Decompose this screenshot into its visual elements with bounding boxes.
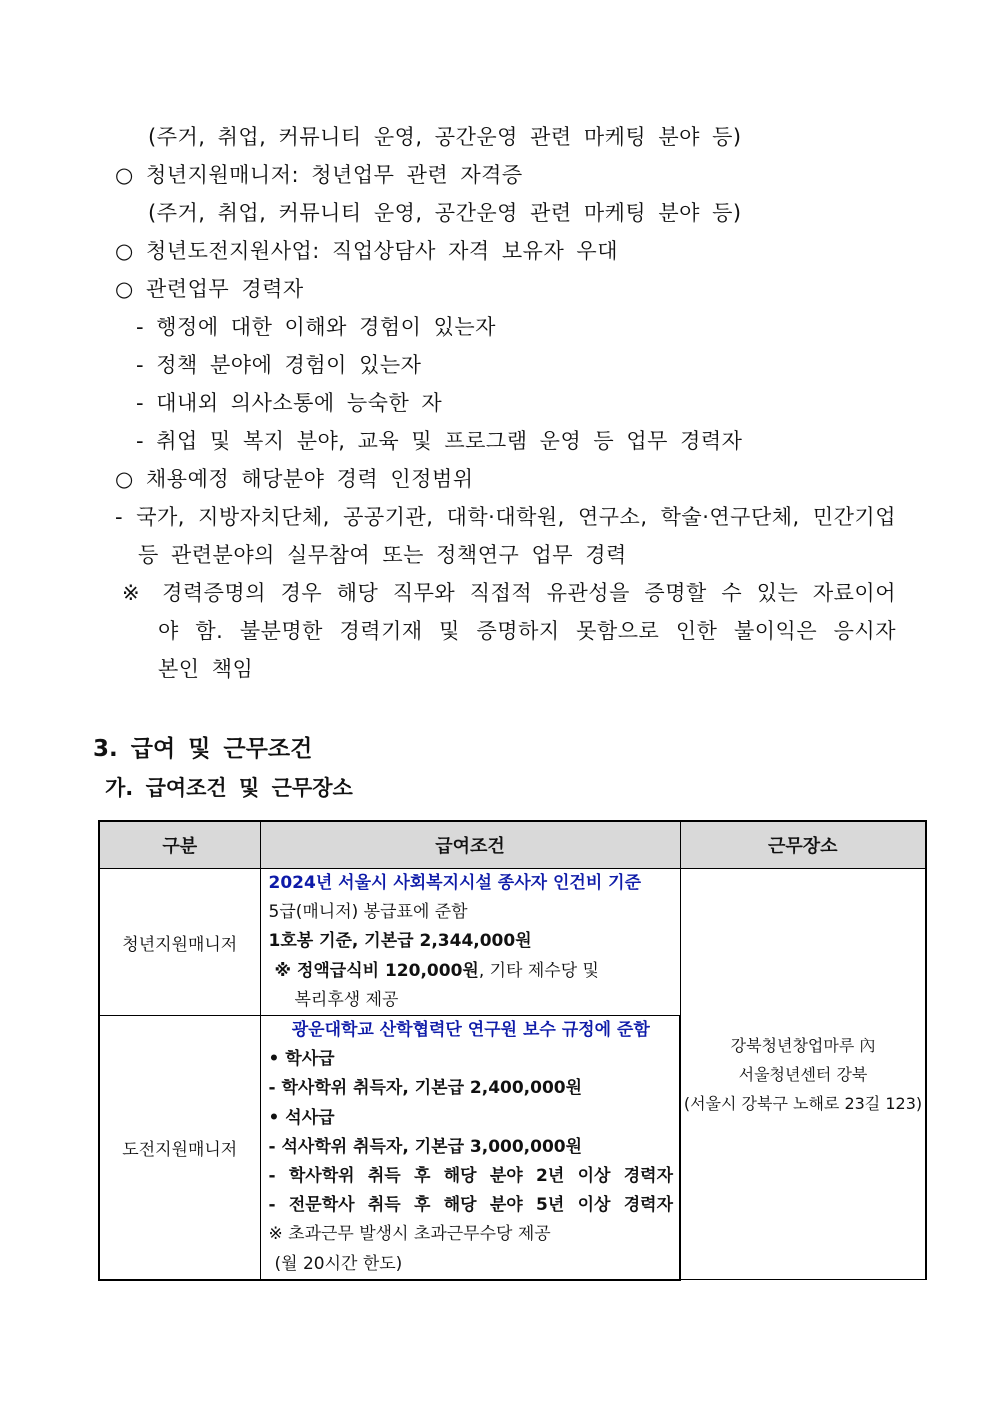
condition-line: 1호봉 기준, 기본급 2,344,000원 xyxy=(268,931,532,952)
body-line: ○ 관련업무 경력자 xyxy=(115,277,304,301)
body-line: (주거, 취업, 커뮤니티 운영, 공간운영 관련 마케팅 분야 등) xyxy=(148,201,742,225)
condition-line: - 학사학위 취득 후 해당 분야 2년 이상 경력자 xyxy=(268,1166,673,1187)
condition-line: 5급(매니저) 봉급표에 준함 xyxy=(268,902,468,923)
salary-table xyxy=(98,820,927,1281)
body-line: 등 관련분야의 실무참여 또는 정책연구 업무 경력 xyxy=(138,543,627,567)
category-cell: 도전지원매니저 xyxy=(99,1016,260,1280)
body-line: ○ 청년지원매니저: 청년업무 관련 자격증 xyxy=(115,163,523,187)
condition-line: ※ 초과근무 발생시 초과근무수당 제공 xyxy=(268,1224,551,1245)
condition-line xyxy=(269,957,674,986)
condition-line: 광운대학교 산학협력단 연구원 보수 규정에 준함 xyxy=(291,1020,650,1041)
condition-line: (월 20시간 한도) xyxy=(274,1253,403,1274)
section-subtitle: 가. 급여조건 및 근무장소 xyxy=(105,776,353,800)
body-line: - 행정에 대한 이해와 경험이 있는자 xyxy=(136,315,496,339)
place-line: 서울청년센터 강북 xyxy=(738,1064,868,1084)
place-line: (서울시 강북구 노해로 23길 123) xyxy=(683,1093,923,1113)
body-line: ○ 채용예정 해당분야 경력 인정범위 xyxy=(115,467,474,491)
section-title: 3. 급여 및 근무조건 xyxy=(93,736,313,762)
col-header-conditions: 급여조건 xyxy=(260,821,680,869)
body-line: ※ 경력증명의 경우 해당 직무와 직접적 유관성을 증명할 수 있는 자료이어 xyxy=(122,581,896,605)
table-header-row xyxy=(99,821,926,869)
category-cell: 청년지원매니저 xyxy=(99,869,260,1016)
col-header-place: 근무장소 xyxy=(680,821,926,869)
meal-allowance-text: ※ 정액급식비 120,000원 xyxy=(274,960,479,981)
col-header-category: 구분 xyxy=(99,821,260,869)
body-line: ○ 청년도전지원사업: 직업상담사 자격 보유자 우대 xyxy=(115,239,618,263)
body-line: - 취업 및 복지 분야, 교육 및 프로그램 운영 등 업무 경력자 xyxy=(136,429,743,453)
conditions-cell xyxy=(260,1016,680,1280)
body-line: - 정책 분야에 경험이 있는자 xyxy=(136,353,422,377)
condition-line: 2024년 서울시 사회복지시설 종사자 인건비 기준 xyxy=(268,873,642,893)
condition-line: - 전문학사 취득 후 해당 분야 5년 이상 경력자 xyxy=(268,1195,673,1216)
condition-line: 복리후생 제공 xyxy=(294,989,399,1010)
body-line: 야 함. 불분명한 경력기재 및 증명하지 못함으로 인한 불이익은 응시자 xyxy=(158,619,896,643)
condition-line: • 석사급 xyxy=(268,1107,335,1128)
conditions-cell xyxy=(260,869,680,1016)
condition-line: - 학사학위 취득자, 기본급 2,400,000원 xyxy=(268,1078,583,1099)
place-cell xyxy=(680,869,926,1280)
body-line: 본인 책임 xyxy=(158,657,254,681)
allowance-text: , 기타 제수당 및 xyxy=(478,960,599,981)
body-line: - 국가, 지방자치단체, 공공기관, 대학·대학원, 연구소, 학술·연구단체, 민간기업 xyxy=(115,505,896,529)
body-line: - 대내외 의사소통에 능숙한 자 xyxy=(136,391,443,415)
condition-line: • 학사급 xyxy=(268,1049,335,1070)
table-row xyxy=(99,869,926,1016)
body-line: (주거, 취업, 커뮤니티 운영, 공간운영 관련 마케팅 분야 등) xyxy=(148,125,742,149)
condition-line: - 석사학위 취득자, 기본급 3,000,000원 xyxy=(268,1136,583,1157)
place-line: 강북청년창업마루 內 xyxy=(730,1035,876,1055)
